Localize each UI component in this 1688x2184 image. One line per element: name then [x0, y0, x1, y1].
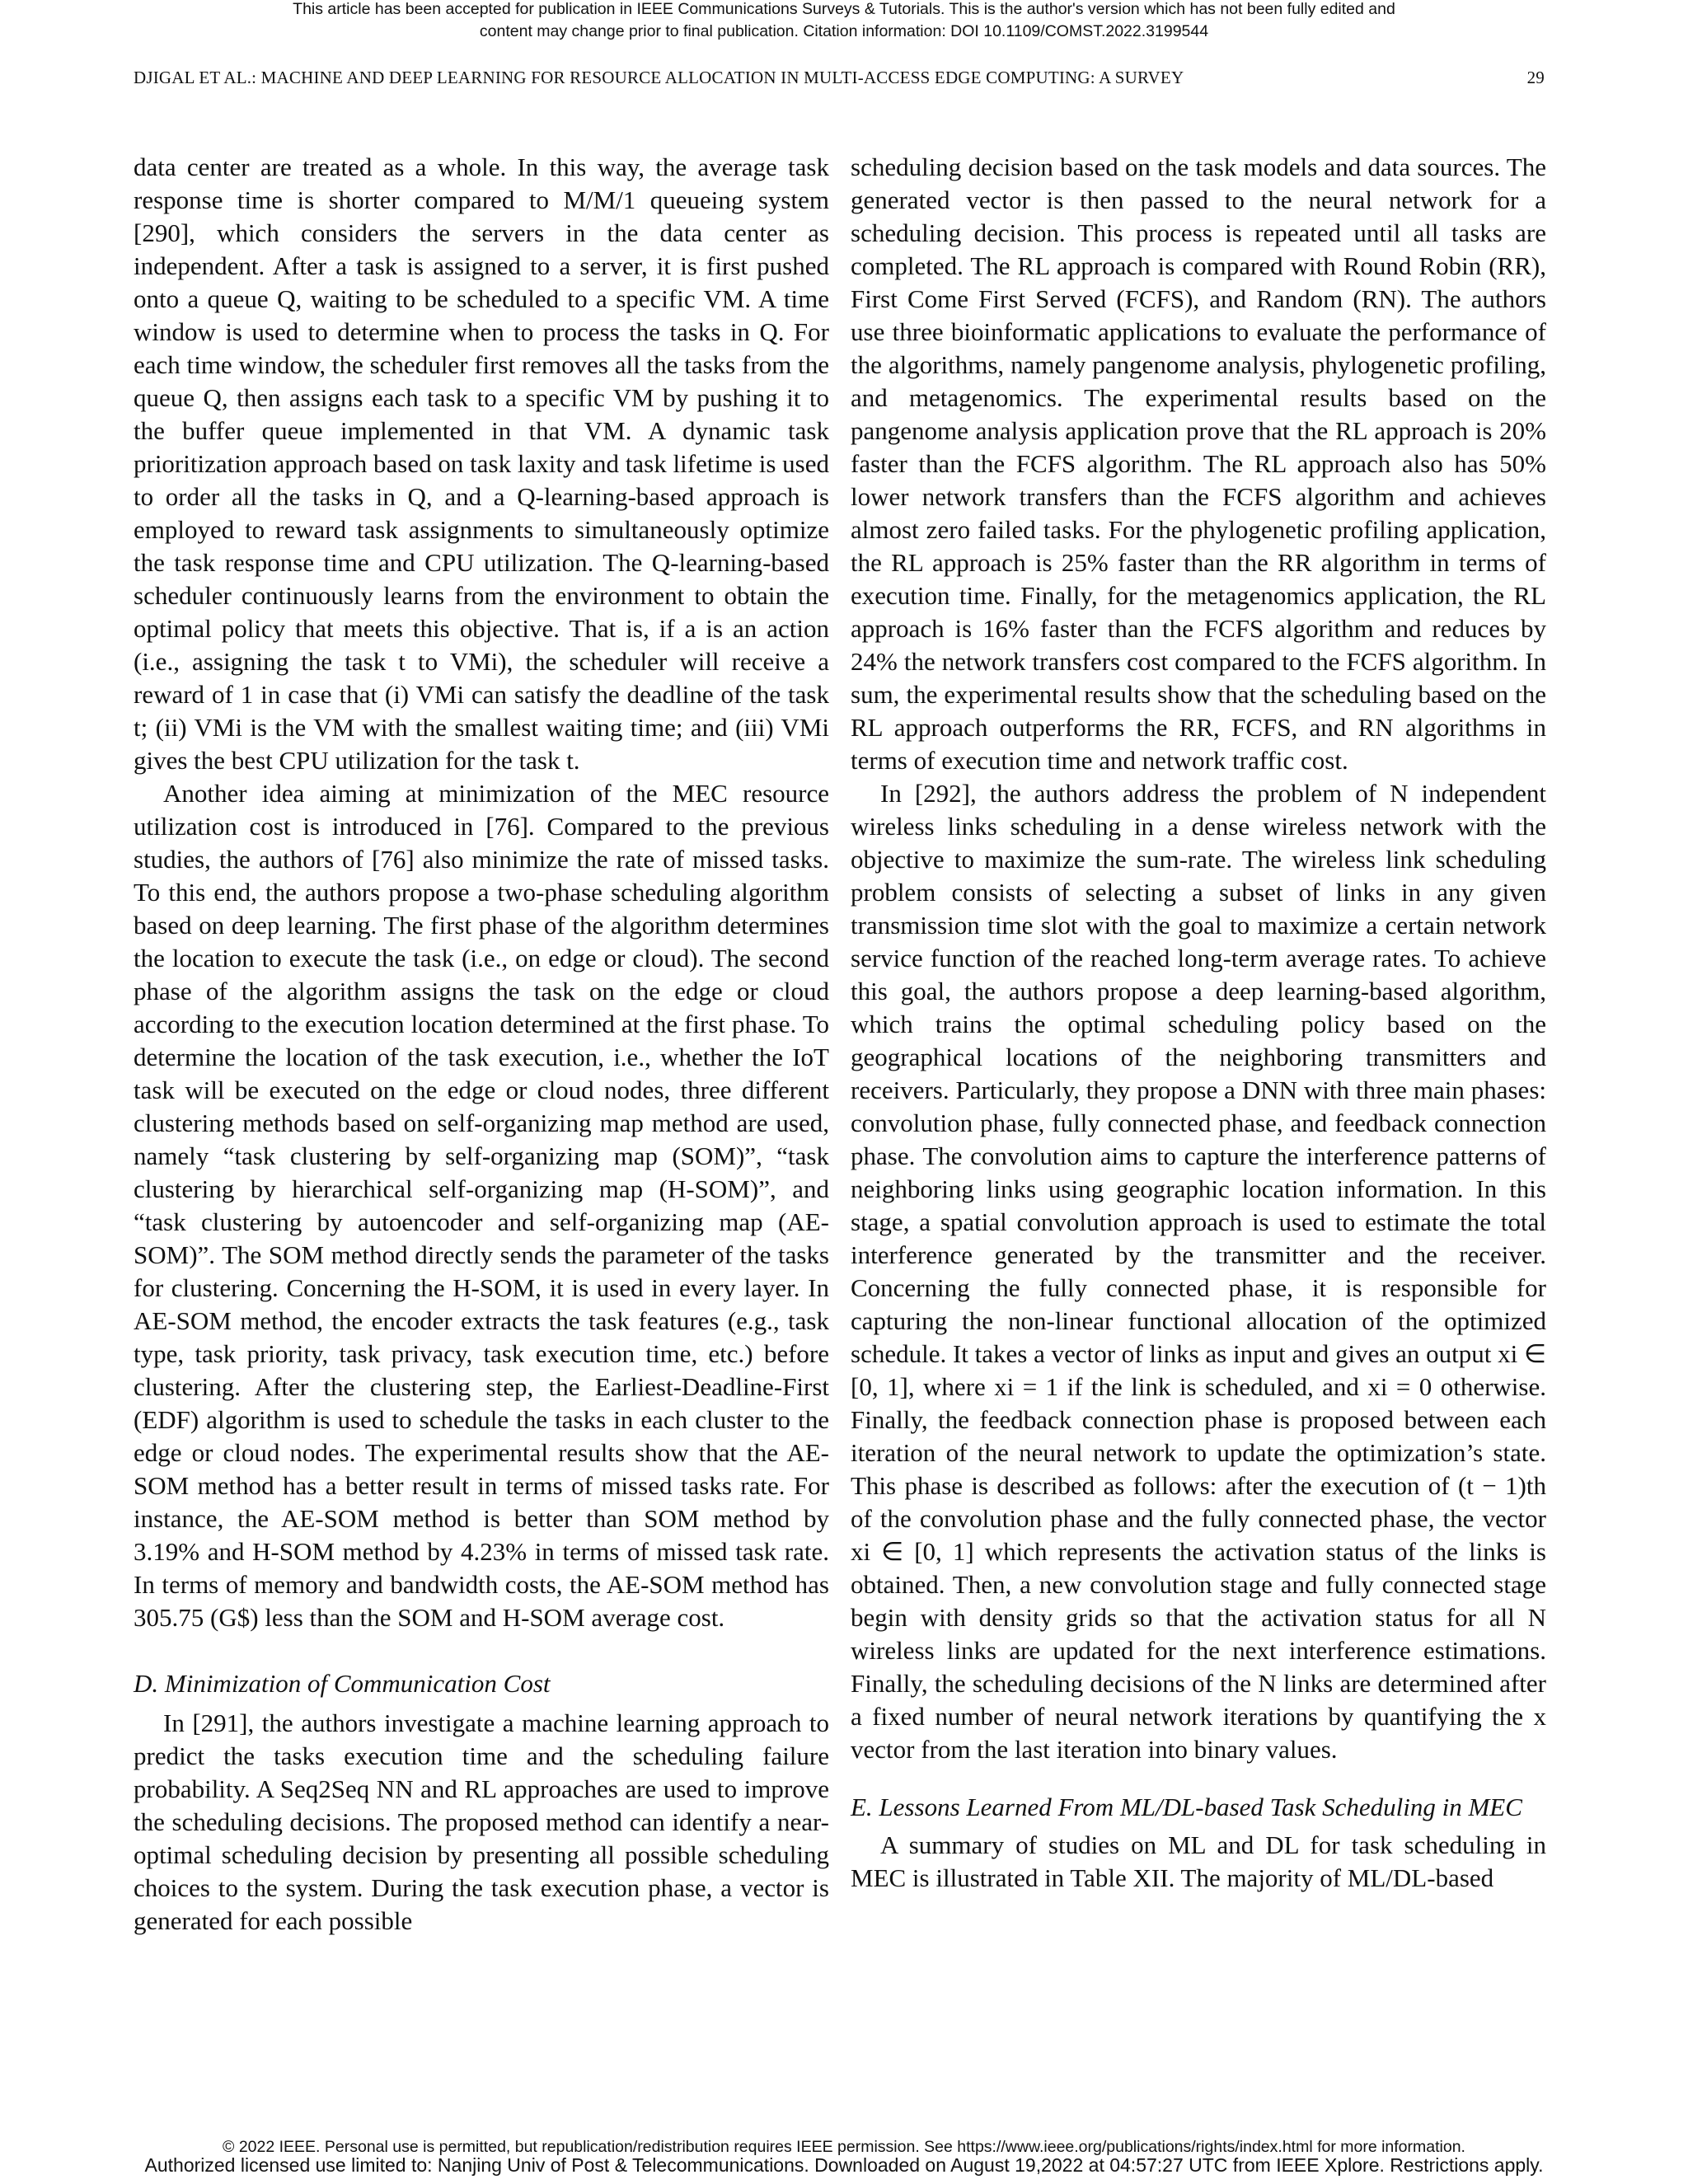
license-footer: Authorized licensed use limited to: Nanjing Univ of Post & Telecommunications. Downloaded on August 19,2022 at 04:57:27 UTC from IEEE Xplore. Restrictions apply. [144, 2154, 1544, 2176]
left-column [134, 151, 829, 1938]
section-heading-d: D. Minimization of Communication Cost [134, 1669, 551, 1698]
right-paragraph-1: scheduling decision based on the task models and data sources. The generated vector is then passed to the neural network for a scheduling decision. This process is repeated until all tasks are completed. The RL approach is compared with Round Robin (RR), First Come First Served (FCFS), and Random (RN). The authors use three bioinformatic applications to evaluate the performance of the algorithms, namely pangenome analysis, phylogenetic profiling, and metagenomics. The experimental results based on the pangenome analysis application prove that the RL approach is 20% faster than the FCFS algorithm. The RL approach also has 50% lower network transfers than the FCFS algorithm and achieves almost zero failed tasks. For the phylogenetic profiling application, the RL approach is 25% faster than the RR algorithm in terms of execution time. Finally, for the metagenomics application, the RL approach is 16% faster than the FCFS algorithm and reduces by 24% the network transfers cost compared to the FCFS algorithm. In sum, the experimental results show that the scheduling based on the RL approach outperforms the RR, FCFS, and RN algorithms in terms of execution time and network traffic cost. [851, 152, 1546, 775]
running-head-title: DJIGAL ET AL.: MACHINE AND DEEP LEARNING FOR RESOURCE ALLOCATION IN MULTI-ACCESS EDGE COMPUTING: A SURVEY [134, 68, 1184, 87]
publication-notice-line-1: This article has been accepted for publication in IEEE Communications Surveys & Tutorials. This is the author's version which has not been fully edited and [293, 0, 1395, 18]
left-paragraph-3: In [291], the authors investigate a machine learning approach to predict the tasks execution time and the scheduling failure probability. A Seq2Seq NN and RL approaches are used to improve the scheduling decisions. The proposed method can identify a near-optimal scheduling decision by presenting all possible scheduling choices to the system. During the task execution phase, a vector is generated for each possible [134, 1708, 829, 1935]
left-paragraph-1: data center are treated as a whole. In this way, the average task response time is shorter compared to M/M/1 queueing system [290], which considers the servers in the data center as independent. After a task is assigned to a server, it is first pushed onto a queue Q, waiting to be scheduled to a specific VM. A time window is used to determine when to process the tasks in Q. For each time window, the scheduler first removes all the tasks from the queue Q, then assigns each task to a specific VM by pushing it to the buffer queue implemented in that VM. A dynamic task prioritization approach based on task laxity and task lifetime is used to order all the tasks in Q, and a Q-learning-based approach is employed to reward task assignments to simultaneously optimize the task response time and CPU utilization. The Q-learning-based scheduler continuously learns from the environment to obtain the optimal policy that meets this objective. That is, if a is an action (i.e., assigning the task t to VMi), the scheduler will receive a reward of 1 in case that (i) VMi can satisfy the deadline of the task t; (ii) VMi is the VM with the smallest waiting time; and (iii) VMi gives the best CPU utilization for the task t. [134, 152, 829, 775]
running-head [134, 68, 1545, 88]
right-column [851, 151, 1546, 1895]
section-heading-e: E. Lessons Learned From ML/DL-based Task Scheduling in MEC [851, 1793, 1522, 1821]
left-paragraph-2: Another idea aiming at minimization of the MEC resource utilization cost is introduced in [76]. Compared to the previous studies, the authors of [76] also minimize the rate of missed tasks. To this end, the authors propose a two-phase scheduling algorithm based on deep learning. The first phase of the algorithm determines the location to execute the task (i.e., on edge or cloud). The second phase of the algorithm assigns the task on the edge or cloud according to the execution location determined at the first phase. To determine the location of the task execution, i.e., whether the IoT task will be executed on the edge or cloud nodes, three different clustering methods based on self-organizing map method are used, namely “task clustering by self-organizing map (SOM)”, “task clustering by hierarchical self-organizing map (H-SOM)”, and “task clustering by autoencoder and self-organizing map (AE-SOM)”. The SOM method directly sends the parameter of the tasks for clustering. Concerning the H-SOM, it is used in every layer. In AE-SOM method, the encoder extracts the task features (e.g., task type, task priority, task privacy, task execution time, etc.) before clustering. After the clustering step, the Earliest-Deadline-First (EDF) algorithm is used to schedule the tasks in each cluster to the edge or cloud nodes. The experimental results show that the AE-SOM method has a better result in terms of missed tasks rate. For instance, the AE-SOM method is better than SOM method by 3.19% and H-SOM method by 4.23% in terms of missed task rate. In terms of memory and bandwidth costs, the AE-SOM method has 305.75 (G$) less than the SOM and H-SOM average cost. [134, 779, 829, 1632]
publication-notice-line-2: content may change prior to final publication. Citation information: DOI 10.1109/COMST.2022.3199544 [479, 22, 1209, 40]
right-paragraph-3: A summary of studies on ML and DL for task scheduling in MEC is illustrated in Table XII. The majority of ML/DL-based [851, 1830, 1546, 1892]
right-paragraph-2: In [292], the authors address the problem of N independent wireless links scheduling in a dense wireless network with the objective to maximize the sum-rate. The wireless link scheduling problem consists of selecting a subset of links in any given transmission time slot with the goal to maximize a certain network service function of the reached long-term average rates. To achieve this goal, the authors propose a deep learning-based algorithm, which trains the optimal scheduling policy based on the geographical locations of the neighboring transmitters and receivers. Particularly, they propose a DNN with three main phases: convolution phase, fully connected phase, and feedback connection phase. The convolution aims to capture the interference patterns of neighboring links using geographic location information. In this stage, a spatial convolution approach is used to estimate the total interference generated by the transmitter and the receiver. Concerning the fully connected phase, it is responsible for capturing the non-linear functional allocation of the optimized schedule. It takes a vector of links as input and gives an output xi ∈ [0, 1], where xi = 1 if the link is scheduled, and xi = 0 otherwise. Finally, the feedback connection phase is proposed between each iteration of the neural network to update the optimization’s state. This phase is described as follows: after the execution of (t − 1)th of the convolution phase and the fully connected phase, the vector xi ∈ [0, 1] which represents the activation status of the links is obtained. Then, a new convolution stage and fully connected stage begin with density grids so that the activation status for all N wireless links are updated for the next interference estimations. Finally, the scheduling decisions of the N links are determined after a fixed number of neural network iterations by quantifying the x vector from the last iteration into binary values. [851, 779, 1547, 1764]
page-number: 29 [1526, 68, 1545, 87]
copyright-footer: © 2022 IEEE. Personal use is permitted, but republication/redistribution requires IEEE permission. See https://www.ieee.org/publications/rights/index.html for more information. [223, 2138, 1465, 2156]
